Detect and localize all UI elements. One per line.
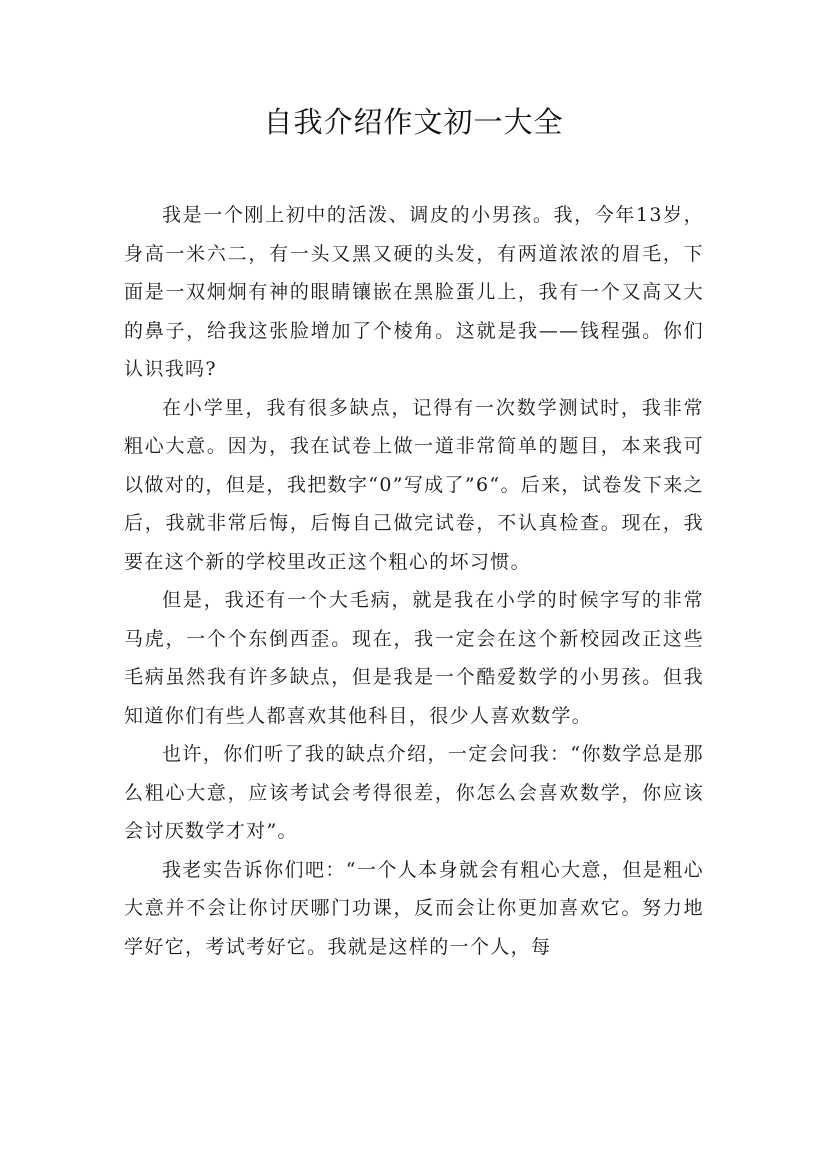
paragraph: 我老实告诉你们吧：“一个人本身就会有粗心大意，但是粗心大意并不会让你讨厌哪门功课，反而会让你更加喜欢它。努力地学好它，考试考好它。我就是这样的一个人，每 [124, 858, 704, 958]
paragraph: 也许，你们听了我的缺点介绍，一定会问我：“你数学总是那么粗心大意，应该考试会考得很差，你怎么会喜欢数学，你应该会讨厌数学才对”。 [124, 743, 704, 842]
paragraph: 但是，我还有一个大毛病，就是我在小学的时候字写的非常马虎，一个个东倒西歪。现在，我一定会在这个新校园改正这些毛病虽然我有许多缺点，但是我是一个酷爱数学的小男孩。但我知道你们有些人都喜欢其他科目，很少人喜欢数学。 [124, 589, 704, 727]
paragraph: 在小学里，我有很多缺点，记得有一次数学测试时，我非常粗心大意。因为，我在试卷上做一道非常简单的题目，本来我可以做对的，但是，我把数字“0”写成了”6“。后来，试卷发下来之后，我就非常后悔，后悔自己做完试卷，不认真检查。现在，我要在这个新的学校里改正这个粗心的坏习惯。 [124, 396, 704, 573]
document-title: 自我介绍作文初一大全 [263, 105, 564, 139]
document-body [124, 196, 704, 966]
paragraph: 我是一个刚上初中的活泼、调皮的小男孩。我，今年13岁，身高一米六二，有一头又黑又硬的头发，有两道浓浓的眉毛，下面是一双炯炯有神的眼睛镶嵌在黑脸蛋儿上，我有一个又高又大的鼻子，给我这张脸增加了个棱角。这就是我——钱程强。你们认识我吗? [124, 204, 704, 380]
